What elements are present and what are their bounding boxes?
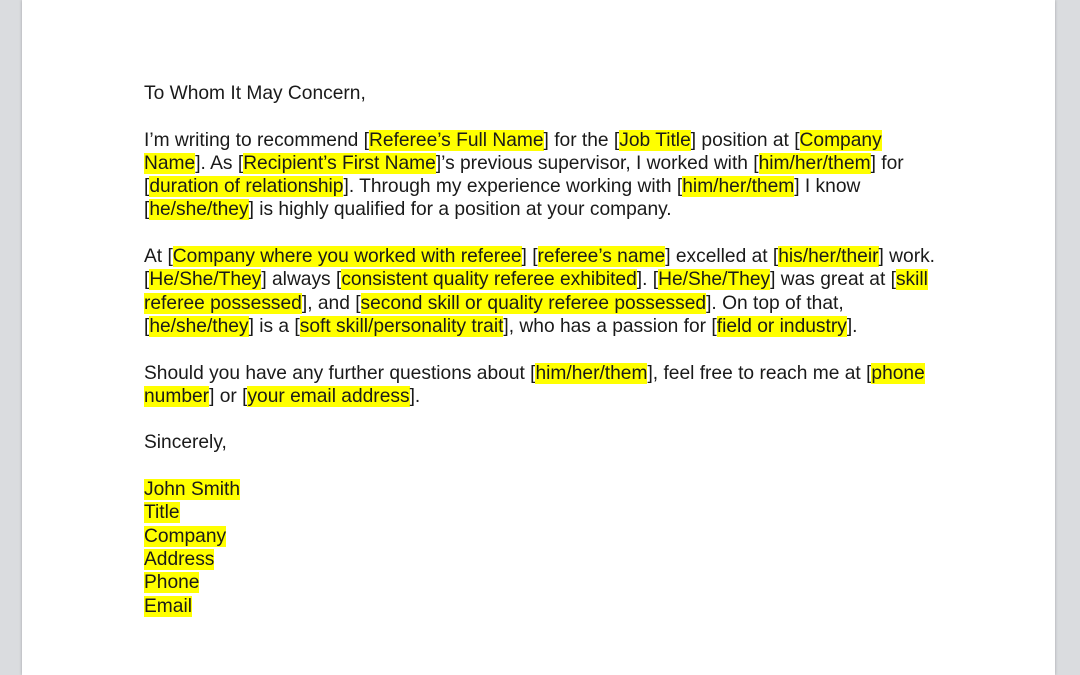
letter-text: ] excelled at [ — [665, 246, 779, 268]
signature-name-line — [144, 478, 944, 501]
letter-text: ]’s previous supervisor, I worked with [ — [435, 152, 759, 174]
letter-text: Should you have any further questions about [ — [144, 362, 536, 384]
letter-body[interactable] — [144, 82, 944, 618]
placeholder-field: consistent quality referee exhibited — [341, 269, 637, 291]
placeholder-field: Referee’s Full Name — [369, 129, 544, 151]
placeholder-field: referee’s name — [537, 246, 666, 268]
letter-text: ]. — [409, 385, 421, 407]
letter-text: ] position at [ — [690, 129, 800, 151]
letter-text: ]. As [ — [195, 152, 244, 174]
signature-phone: Phone — [144, 572, 200, 594]
letter-text: ] or [ — [209, 385, 248, 407]
placeholder-field: field or industry — [716, 315, 847, 337]
letter-text: ] always [ — [261, 269, 342, 291]
placeholder-field: his/her/their — [778, 246, 879, 268]
letter-text: ], and [ — [301, 292, 361, 314]
placeholder-field: him/her/them — [682, 176, 795, 198]
letter-text: ] [ — [521, 246, 538, 268]
letter-text: ] was great at [ — [770, 269, 896, 291]
signature-address-line — [144, 548, 944, 571]
letter-text: ] work. [ — [144, 246, 936, 291]
letter-text: ] for the [ — [543, 129, 620, 151]
placeholder-field: Company where you worked with referee — [172, 246, 522, 268]
letter-text: ] is highly qualified for a position at your company. — [248, 199, 672, 221]
paragraph-qualities — [144, 245, 944, 338]
letter-text: At [ — [144, 246, 173, 268]
placeholder-field: he/she/they — [149, 315, 249, 337]
placeholder-field: second skill or quality referee possessed — [360, 292, 707, 314]
signature-company: Company — [144, 525, 227, 547]
letter-text: ] for [ — [144, 152, 904, 198]
letter-text: ]. [ — [636, 269, 659, 291]
placeholder-field: Recipient’s First Name — [243, 152, 436, 174]
paragraph-introduction — [144, 129, 944, 222]
signature-block — [144, 478, 944, 618]
signature-phone-line — [144, 571, 944, 594]
closing: Sincerely, — [144, 432, 227, 454]
placeholder-field: him/her/them — [535, 362, 648, 384]
letter-text: ], feel free to reach me at [ — [647, 362, 872, 384]
document-page — [22, 0, 1055, 675]
signature-company-line — [144, 525, 944, 548]
letter-text: ] is a [ — [248, 315, 300, 337]
letter-text: I’m writing to recommend [ — [144, 129, 369, 151]
signature-email-line — [144, 595, 944, 618]
letter-text: ], who has a passion for [ — [503, 315, 717, 337]
placeholder-field: duration of relationship — [149, 176, 344, 198]
signature-title-line — [144, 501, 944, 524]
placeholder-field: soft skill/personality trait — [299, 315, 504, 337]
greeting: To Whom It May Concern, — [144, 83, 366, 104]
placeholder-field: your email address — [247, 385, 410, 407]
placeholder-field: He/She/They — [149, 269, 262, 291]
letter-text: ]. Through my experience working with [ — [343, 176, 683, 198]
placeholder-field: skill referee possessed — [144, 269, 928, 314]
placeholder-field: him/her/them — [758, 152, 871, 174]
signature-email: Email — [144, 595, 192, 617]
letter-text: ]. — [846, 315, 858, 337]
letter-text: ]. On top of that, [ — [144, 292, 844, 337]
placeholder-field: he/she/they — [149, 199, 249, 221]
paragraph-contact — [144, 362, 944, 409]
placeholder-field: He/She/They — [658, 269, 771, 291]
placeholder-field: phone number — [144, 362, 925, 407]
signature-address: Address — [144, 548, 215, 570]
placeholder-field: Company Name — [144, 129, 882, 174]
signature-name: John Smith — [144, 479, 240, 501]
letter-text: ] I know [ — [144, 176, 861, 221]
signature-title: Title — [144, 502, 180, 524]
placeholder-field: Job Title — [619, 129, 691, 151]
